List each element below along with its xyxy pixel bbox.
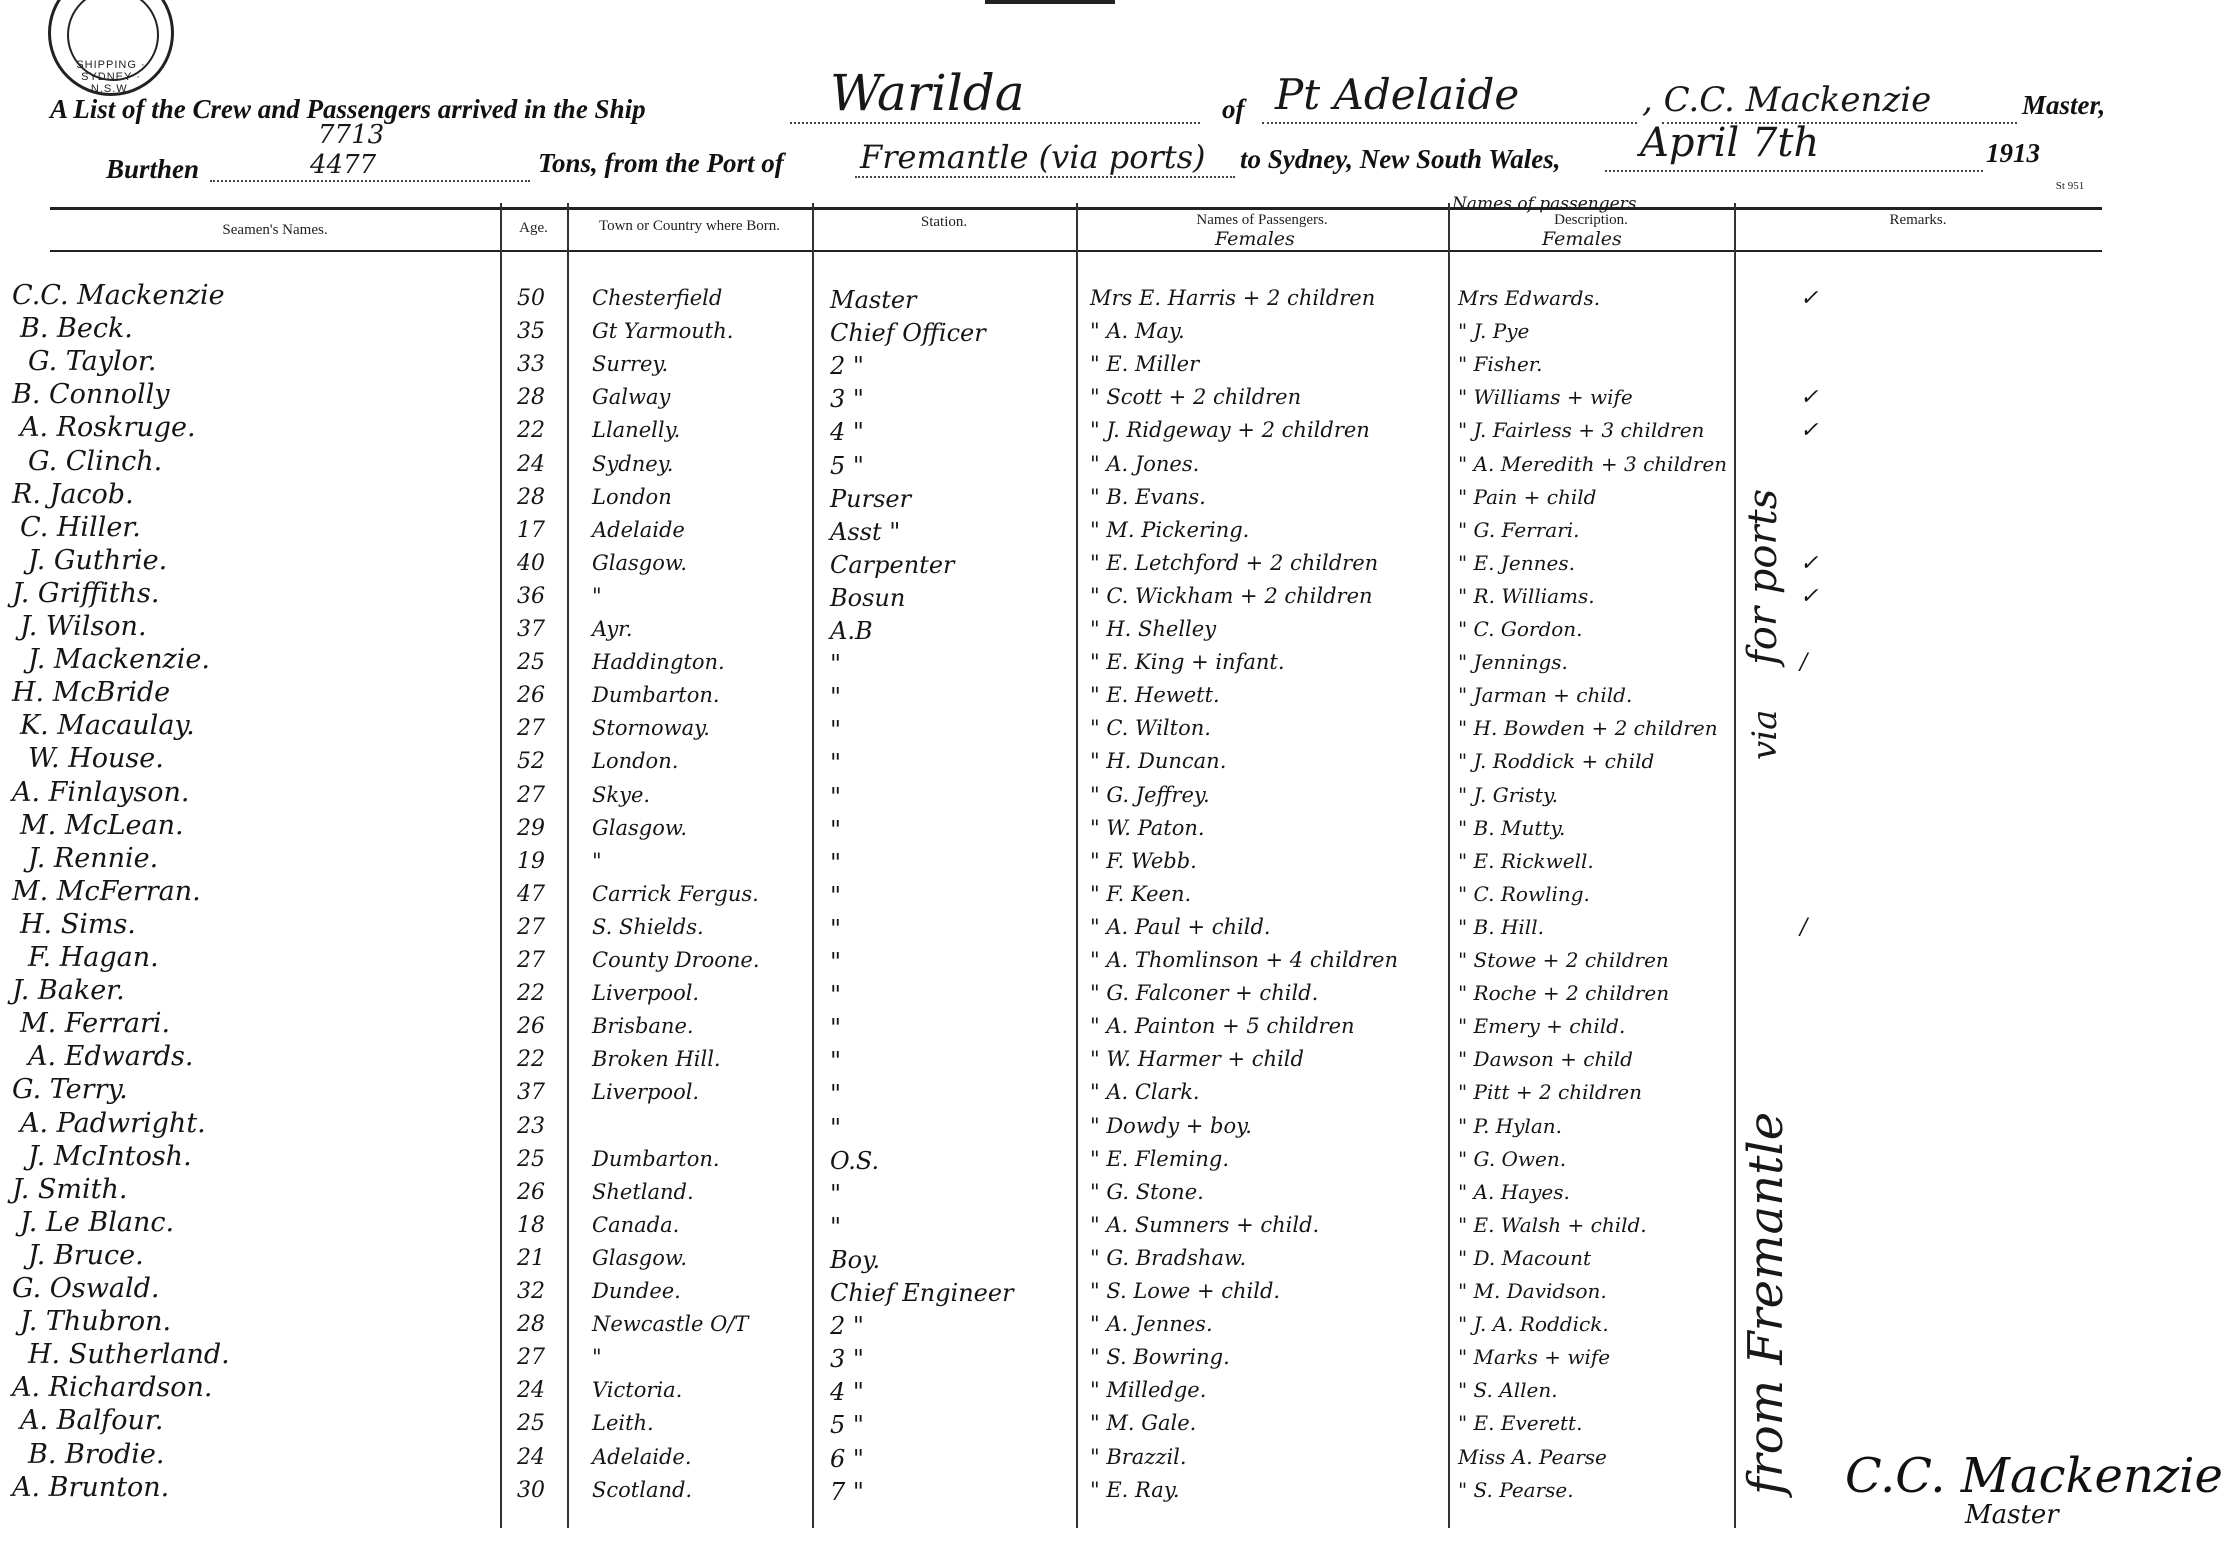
seaman-birthplace: Shetland. (592, 1179, 694, 1204)
passenger-description: " Williams + wife (1458, 385, 1633, 410)
seaman-birthplace: Brisbane. (592, 1014, 694, 1039)
passenger-name: " M. Gale. (1090, 1411, 1197, 1436)
passenger-description: " E. Walsh + child. (1458, 1212, 1647, 1237)
seaman-name: R. Jacob. (12, 478, 134, 510)
seaman-station: 2 " (830, 1312, 864, 1341)
seaman-age: 30 (517, 1477, 545, 1503)
passenger-name: " S. Lowe + child. (1090, 1279, 1281, 1303)
seaman-age: 27 (517, 1345, 545, 1371)
passenger-description: " A. Meredith + 3 children (1458, 451, 1728, 476)
seaman-station: Bosun (830, 583, 906, 612)
passenger-name: " E. Letchford + 2 children (1090, 550, 1379, 575)
ship-name-rule (790, 122, 1200, 124)
seaman-name: A. Finlayson. (12, 776, 190, 808)
seaman-birthplace: Adelaide (592, 517, 685, 542)
seaman-name: G. Terry. (12, 1074, 128, 1106)
passenger-name: " E. King + infant. (1090, 650, 1285, 675)
seaman-name: J. Wilson. (20, 611, 147, 642)
passenger-description: " Jarman + child. (1458, 683, 1633, 708)
seaman-name: J. Smith. (12, 1173, 128, 1205)
seaman-age: 27 (517, 948, 545, 973)
seaman-name: C. Hiller. (20, 511, 141, 543)
passenger-name: " G. Jeffrey. (1090, 782, 1210, 807)
seaman-station: Asst " (830, 517, 901, 546)
header-age: Age. (519, 220, 548, 236)
seaman-station: " (830, 1047, 842, 1076)
seaman-birthplace: Gt Yarmouth. (592, 319, 734, 344)
seaman-name: G. Clinch. (28, 445, 163, 477)
passenger-description: " Fisher. (1458, 352, 1543, 377)
passenger-name: " Milledge. (1090, 1378, 1207, 1403)
seaman-name: J. Mackenzie. (28, 644, 210, 676)
passenger-name: " M. Pickering. (1090, 517, 1250, 542)
passenger-description: " J. Pye (1458, 319, 1530, 344)
seaman-birthplace: Liverpool. (592, 1080, 700, 1105)
passenger-description: " J. Fairless + 3 children (1458, 418, 1705, 443)
seaman-station: Purser (830, 484, 912, 513)
passenger-description: " R. Williams. (1458, 583, 1595, 608)
seaman-station: Chief Engineer (830, 1279, 1014, 1307)
seaman-birthplace: Canada. (592, 1212, 680, 1237)
seaman-name: H. Sims. (20, 908, 136, 940)
passenger-name: " E. Fleming. (1090, 1146, 1230, 1171)
seaman-age: 22 (517, 1047, 545, 1073)
remark: / (1800, 914, 1808, 940)
seaman-station: 4 " (830, 418, 864, 447)
seaman-name: M. Ferrari. (20, 1008, 171, 1040)
seaman-name: J. Le Blanc. (20, 1206, 175, 1238)
column-divider-station (812, 203, 814, 1528)
date-rule (1605, 170, 1983, 172)
seaman-birthplace: Dumbarton. (592, 683, 720, 708)
remark: / (1800, 650, 1808, 676)
passenger-description: " S. Pearse. (1458, 1477, 1574, 1502)
passenger-name: " E. Hewett. (1090, 683, 1220, 708)
seaman-birthplace: County Droone. (592, 948, 760, 972)
seaman-name: J. McIntosh. (28, 1140, 192, 1172)
margin-note-from-fremantle: from Fremantle (1738, 1111, 1794, 1495)
passenger-description: " J. Gristy. (1458, 782, 1558, 807)
seaman-birthplace: Skye. (592, 782, 651, 807)
passenger-name: " G. Bradshaw. (1090, 1245, 1247, 1270)
seaman-age: 25 (517, 650, 545, 676)
passenger-name: " J. Ridgeway + 2 children (1090, 418, 1370, 443)
seaman-birthplace: Scotland. (592, 1477, 693, 1502)
seaman-station: " (830, 1212, 842, 1241)
seaman-name: H. McBride (12, 677, 171, 709)
passenger-name: " C. Wilton. (1090, 716, 1211, 741)
seaman-name: M. McLean. (20, 809, 184, 841)
seaman-birthplace: Glasgow. (592, 815, 688, 840)
seaman-age: 23 (517, 1113, 545, 1139)
of-label: of (1222, 94, 1245, 124)
seaman-name: J. Thubron. (20, 1306, 172, 1338)
arrival-date: April 7th (1640, 120, 1820, 166)
seaman-age: 26 (517, 683, 545, 709)
passenger-description: " E. Jennes. (1458, 550, 1575, 575)
seaman-birthplace: Dundee. (592, 1279, 681, 1303)
port-registry-rule (1262, 122, 1637, 124)
form-number: St 951 (2055, 180, 2085, 192)
seaman-name: A. Roskruge. (20, 412, 196, 444)
passenger-name: " A. Clark. (1090, 1080, 1200, 1105)
header-station: Station. (920, 214, 968, 230)
seaman-birthplace: Chesterfield (592, 286, 723, 310)
header-passengers: Names of Passengers. (1196, 212, 1328, 228)
seaman-station: " (830, 1179, 842, 1208)
header-description-note-bottom: Females (1542, 228, 1622, 250)
seaman-birthplace: Stornoway. (592, 716, 710, 741)
passenger-description: Miss A. Pearse (1458, 1444, 1607, 1469)
seaman-age: 25 (517, 1146, 545, 1172)
seaman-birthplace: Glasgow. (592, 550, 688, 575)
passenger-description: Mrs Edwards. (1458, 286, 1601, 310)
seaman-name: J. Griffiths. (12, 577, 160, 609)
seaman-station: 5 " (830, 451, 864, 480)
seaman-birthplace: Adelaide. (592, 1444, 692, 1469)
seaman-station: " (830, 881, 842, 910)
seaman-birthplace: Victoria. (592, 1378, 683, 1403)
seaman-birthplace: Leith. (592, 1411, 654, 1436)
seaman-name: A. Padwright. (20, 1107, 206, 1139)
seaman-station: " (830, 948, 842, 976)
burthen-net: 7713 (318, 120, 385, 150)
seaman-station: " (830, 1080, 842, 1109)
column-divider-age (500, 203, 502, 1528)
seaman-station: " (830, 782, 842, 811)
passenger-description: " A. Hayes. (1458, 1179, 1570, 1204)
seaman-age: 21 (517, 1245, 545, 1271)
seaman-age: 22 (517, 981, 545, 1007)
remark: ✓ (1800, 583, 1819, 609)
seaman-birthplace: Galway (592, 385, 671, 410)
passenger-description: " B. Mutty. (1458, 815, 1566, 840)
passenger-name: " G. Falconer + child. (1090, 981, 1319, 1006)
passenger-description: " J. Roddick + child (1458, 749, 1655, 774)
seaman-age: 28 (517, 484, 545, 510)
seaman-birthplace: London (592, 484, 672, 509)
burthen-label: Burthen (106, 154, 200, 184)
remark: ✓ (1800, 385, 1819, 411)
shipping-office-seal (48, 0, 174, 96)
header-title: A List of the Crew and Passengers arrived in the Ship (50, 94, 646, 124)
seaman-station: Carpenter (830, 550, 955, 579)
remark: ✓ (1800, 418, 1819, 444)
seaman-station: 6 " (830, 1444, 864, 1473)
column-divider-town (567, 203, 569, 1528)
burthen-rule (210, 180, 530, 182)
passenger-description: " H. Bowden + 2 children (1458, 716, 1718, 741)
seaman-station: " (830, 914, 842, 943)
arrival-year: 1913 (1986, 138, 2040, 168)
passenger-description: " G. Owen. (1458, 1146, 1567, 1171)
header-town-born: Town or Country where Born. (598, 218, 780, 234)
seaman-birthplace: London. (592, 749, 679, 774)
passenger-name: " W. Harmer + child (1090, 1047, 1304, 1072)
seaman-name: J. Baker. (12, 975, 125, 1007)
passenger-name: " A. Thomlinson + 4 children (1090, 948, 1398, 972)
seaman-age: 27 (517, 914, 545, 940)
from-port: Fremantle (via ports) (860, 138, 1206, 176)
seaman-age: 37 (517, 617, 545, 642)
master-name: , C.C. Mackenzie (1642, 80, 1932, 120)
seaman-age: 22 (517, 418, 545, 444)
column-divider-remarks (1734, 203, 1736, 1528)
passenger-description: " J. A. Roddick. (1458, 1312, 1609, 1337)
seaman-age: 24 (517, 1378, 545, 1404)
passenger-name: " B. Evans. (1090, 484, 1206, 509)
seaman-name: W. House. (28, 743, 164, 775)
seaman-age: 17 (517, 517, 545, 543)
seaman-age: 26 (517, 1014, 545, 1040)
seaman-age: 24 (517, 451, 545, 477)
seaman-name: F. Hagan. (28, 942, 159, 973)
seaman-station: Boy. (830, 1245, 881, 1274)
seaman-station: " (830, 650, 842, 679)
seaman-birthplace: Surrey. (592, 352, 669, 377)
seaman-name: K. Macaulay. (20, 710, 195, 742)
seaman-station: " (830, 848, 842, 877)
passenger-name: " C. Wickham + 2 children (1090, 583, 1373, 608)
seaman-birthplace: Glasgow. (592, 1245, 688, 1270)
seaman-age: 33 (517, 352, 545, 378)
passenger-name: " F. Keen. (1090, 881, 1192, 906)
seaman-station: 4 " (830, 1378, 864, 1407)
seaman-birthplace: " (592, 583, 602, 608)
passenger-description: " D. Macount (1458, 1245, 1592, 1270)
margin-note-for-ports: for ports (1740, 488, 1786, 665)
seaman-age: 36 (517, 583, 545, 609)
seaman-age: 37 (517, 1080, 545, 1106)
passenger-description: " E. Rickwell. (1458, 848, 1594, 873)
remark: ✓ (1800, 286, 1819, 311)
seaman-station: A.B (830, 617, 873, 645)
seaman-age: 52 (517, 749, 545, 775)
tons-from-label: Tons, from the Port of (538, 148, 784, 178)
seaman-station: " (830, 815, 842, 844)
seaman-station: 5 " (830, 1411, 864, 1440)
seaman-name: A. Balfour. (20, 1405, 164, 1437)
passenger-name: " Dowdy + boy. (1090, 1113, 1252, 1138)
seaman-age: 35 (517, 319, 545, 345)
passenger-name: " E. Ray. (1090, 1477, 1180, 1502)
seaman-age: 26 (517, 1179, 545, 1205)
seal-text: SHIPPING · SYDNEY · N.S.W. (76, 59, 146, 95)
header-seamen-names: Seamen's Names. (222, 222, 328, 238)
seaman-age: 50 (517, 286, 545, 311)
passenger-description: " Jennings. (1458, 650, 1568, 675)
passenger-name: " H. Shelley (1090, 617, 1217, 641)
header-description: Description. (1554, 212, 1628, 228)
seaman-station: 3 " (830, 385, 864, 414)
passenger-description: " B. Hill. (1458, 914, 1544, 939)
seaman-birthplace: Broken Hill. (592, 1047, 721, 1072)
seaman-age: 29 (517, 815, 545, 841)
seaman-age: 28 (517, 385, 545, 411)
passenger-description: " Pitt + 2 children (1458, 1080, 1642, 1105)
passenger-description: " Pain + child (1458, 484, 1597, 509)
seaman-name: J. Bruce. (28, 1239, 144, 1271)
seaman-birthplace: Sydney. (592, 451, 674, 476)
passenger-description: " M. Davidson. (1458, 1279, 1607, 1303)
header-passengers-note: Females (1215, 228, 1295, 250)
seaman-name: J. Rennie. (28, 842, 159, 874)
seaman-birthplace: Carrick Fergus. (592, 881, 759, 906)
seaman-station: " (830, 981, 842, 1010)
passenger-description: " C. Rowling. (1458, 881, 1590, 906)
seaman-name: A. Edwards. (28, 1041, 194, 1073)
port-of-registry: Pt Adelaide (1275, 70, 1520, 119)
column-divider-passengers (1076, 203, 1078, 1528)
from-port-rule (855, 176, 1235, 178)
seaman-age: 24 (517, 1444, 545, 1470)
seaman-birthplace: Ayr. (592, 617, 633, 641)
passenger-name: " S. Bowring. (1090, 1345, 1230, 1370)
passenger-description: " Marks + wife (1458, 1345, 1611, 1370)
passenger-name: " W. Paton. (1090, 815, 1205, 840)
seaman-birthplace: S. Shields. (592, 914, 704, 939)
passenger-description: " P. Hylan. (1458, 1113, 1562, 1138)
seaman-station: " (830, 749, 842, 778)
seaman-station: Master (830, 286, 917, 314)
passenger-name: " A. Painton + 5 children (1090, 1014, 1355, 1039)
seaman-station: 3 " (830, 1345, 864, 1374)
master-signature: C.C. Mackenzie (1845, 1448, 2223, 1504)
seaman-age: 25 (517, 1411, 545, 1437)
master-signature-title: Master (1965, 1500, 2059, 1530)
passenger-name: " G. Stone. (1090, 1179, 1204, 1204)
seaman-birthplace: Liverpool. (592, 981, 700, 1006)
passenger-description: " Dawson + child (1458, 1047, 1633, 1072)
seaman-age: 47 (517, 881, 545, 907)
seaman-age: 32 (517, 1279, 545, 1304)
margin-note-via: via (1745, 709, 1785, 760)
passenger-name: " H. Duncan. (1090, 749, 1227, 774)
seaman-name: B. Brodie. (28, 1438, 165, 1470)
passenger-description: " G. Ferrari. (1458, 517, 1580, 542)
seaman-birthplace: Llanelly. (592, 418, 681, 443)
seaman-age: 40 (517, 550, 545, 576)
seaman-station: O.S. (830, 1146, 880, 1175)
passenger-name: " F. Webb. (1090, 848, 1197, 873)
master-label: Master, (2022, 90, 2106, 120)
seaman-birthplace: Dumbarton. (592, 1146, 720, 1171)
seaman-station: 7 " (830, 1477, 864, 1506)
passenger-name: " A. Sumners + child. (1090, 1212, 1320, 1237)
header-remarks: Remarks. (1889, 212, 1947, 228)
seaman-birthplace: " (592, 848, 602, 873)
seaman-name: J. Guthrie. (28, 544, 168, 576)
seaman-name: C.C. Mackenzie (12, 280, 225, 311)
passenger-name: " E. Miller (1090, 352, 1200, 377)
seaman-station: " (830, 716, 842, 745)
passenger-description: " E. Everett. (1458, 1411, 1583, 1436)
seaman-name: H. Sutherland. (28, 1339, 230, 1371)
ship-name: Warilda (830, 64, 1025, 122)
seaman-age: 28 (517, 1312, 545, 1338)
seaman-station: 2 " (830, 352, 864, 381)
seaman-age: 27 (517, 716, 545, 742)
seaman-age: 19 (517, 848, 545, 874)
remark: ✓ (1800, 550, 1819, 576)
seaman-station: Chief Officer (830, 319, 986, 348)
top-edge-mark (985, 0, 1115, 4)
passenger-description: " Emery + child. (1458, 1014, 1626, 1039)
seaman-name: G. Oswald. (12, 1273, 160, 1304)
passenger-description: " Stowe + 2 children (1458, 948, 1669, 972)
passenger-description: " S. Allen. (1458, 1378, 1558, 1403)
header-description-note-top: Names of passengers (1452, 194, 1637, 214)
seaman-age: 27 (517, 782, 545, 808)
seaman-name: B. Connolly (12, 379, 170, 411)
passenger-name: " A. Jones. (1090, 451, 1200, 476)
seaman-station: " (830, 1014, 842, 1043)
seaman-birthplace: Haddington. (592, 650, 725, 675)
passenger-name: " A. Jennes. (1090, 1312, 1213, 1337)
seaman-name: A. Brunton. (12, 1471, 170, 1503)
to-sydney-label: to Sydney, New South Wales, (1240, 144, 1561, 174)
seaman-station: " (830, 683, 842, 712)
seaman-birthplace: Newcastle O/T (592, 1312, 749, 1337)
seaman-name: A. Richardson. (12, 1372, 213, 1404)
passenger-name: Mrs E. Harris + 2 children (1090, 286, 1376, 310)
passenger-name: " Brazzil. (1090, 1444, 1187, 1469)
seaman-name: M. McFerran. (12, 875, 201, 907)
seaman-name: B. Beck. (20, 313, 133, 345)
passenger-name: " Scott + 2 children (1090, 385, 1302, 410)
passenger-description: " Roche + 2 children (1458, 981, 1670, 1006)
seaman-name: G. Taylor. (28, 346, 157, 378)
passenger-description: " C. Gordon. (1458, 617, 1583, 641)
seaman-age: 18 (517, 1212, 545, 1238)
column-divider-description (1448, 203, 1450, 1528)
passenger-name: " A. May. (1090, 319, 1185, 344)
seaman-station: " (830, 1113, 842, 1142)
passenger-name: " A. Paul + child. (1090, 914, 1271, 939)
seaman-birthplace: " (592, 1345, 602, 1370)
burthen-gross: 4477 (310, 150, 377, 180)
